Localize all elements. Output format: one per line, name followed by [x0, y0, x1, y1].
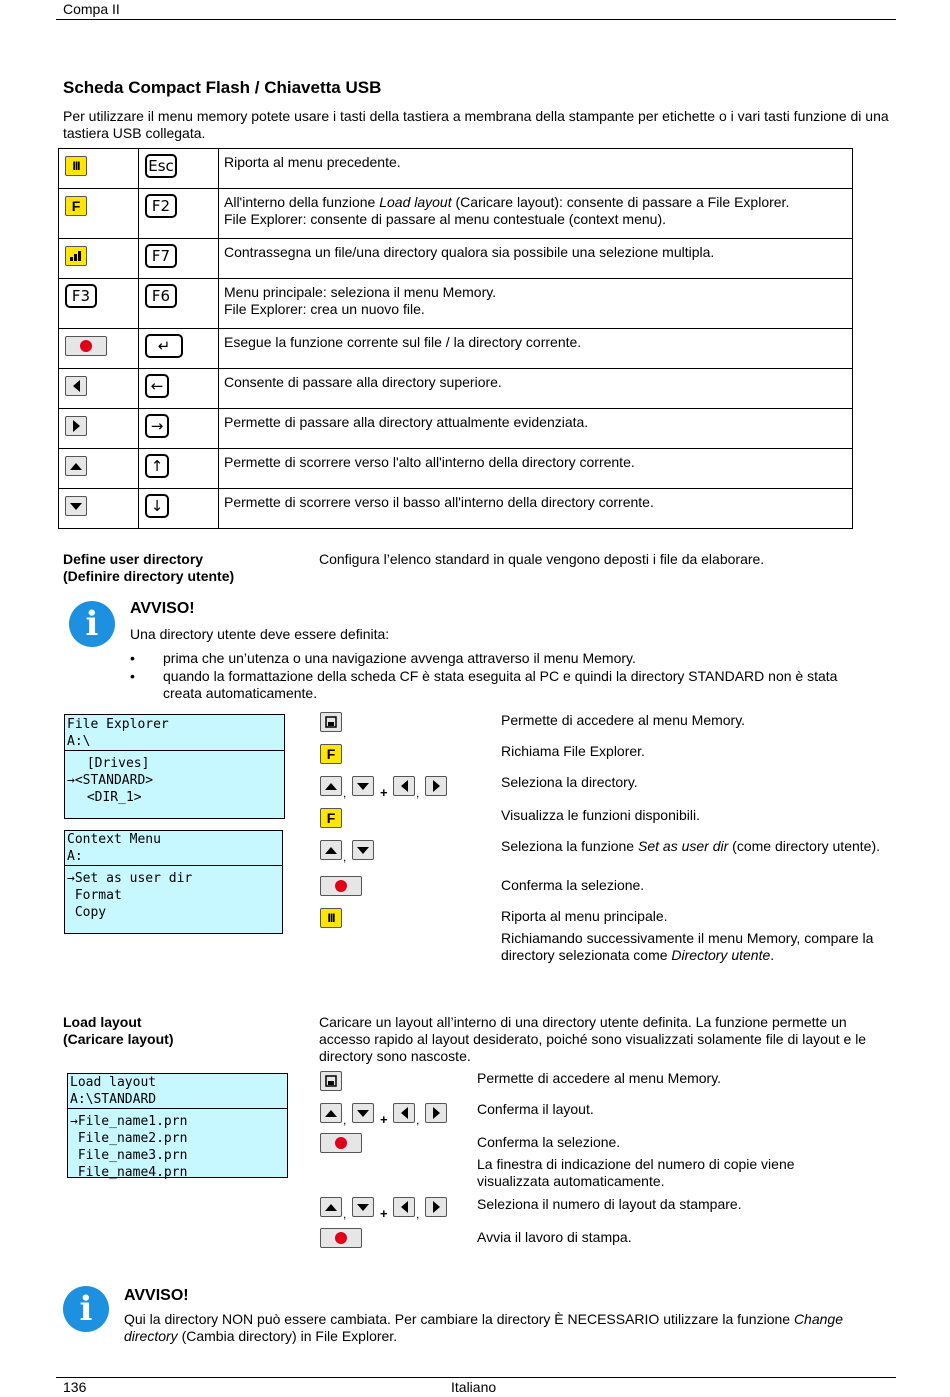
section-heading: Scheda Compact Flash / Chiavetta USB: [63, 78, 382, 97]
step1-8: Richiamando successivamente il menu Memory, compare la directory selezionata come Directory utente.: [501, 930, 874, 963]
up-arrow-key-icon: [65, 456, 87, 476]
lcd-row: Copy: [67, 905, 107, 920]
notice1-bullet-2: quando la formattazione della scheda CF è stata eseguita al PC e quindi la directory STANDARD non è stata creata automaticamente.: [163, 668, 838, 701]
step2-5: Seleziona il numero di layout da stampare.: [477, 1196, 742, 1212]
right-arrow-key-icon: [425, 1197, 447, 1217]
lcd-row: [Drives]: [79, 756, 150, 771]
f6-key-icon: F6: [145, 284, 177, 308]
notice2-text: Qui la directory NON può essere cambiata. Per cambiare la directory È NECESSARIO utilizzare la funzione Change directory (Cambia directory) in File Explorer.: [124, 1311, 843, 1344]
step1-2: Richiama File Explorer.: [501, 743, 645, 759]
left-arrow-kbd-icon: ←: [145, 374, 169, 398]
up-arrow-key-icon: [320, 776, 342, 796]
step1-5: Seleziona la funzione Set as user dir (come directory utente).: [501, 838, 880, 854]
load-layout-desc: Caricare un layout all’interno di una directory utente definita. La funzione permette un accesso rapido al layout desiderato, poiché sono visualizzati solamente file di layout e le directory sono nascoste.: [319, 1014, 867, 1064]
enter-key-icon: [320, 876, 362, 896]
memory-key-icon: [320, 712, 342, 732]
keys-table: [58, 148, 853, 529]
bullet-marker: •: [130, 668, 135, 684]
right-arrow-kbd-icon: →: [145, 414, 169, 438]
f2-key-icon: F2: [145, 194, 177, 218]
key-desc-6: Consente di passare alla directory superiore.: [219, 369, 853, 409]
key-desc-1: Riporta al menu precedente.: [219, 149, 853, 189]
left-arrow-key-icon: [393, 776, 415, 796]
footer-language: Italiano: [451, 1379, 497, 1395]
key-desc-7: Permette di passare alla directory attualmente evidenziata.: [219, 409, 853, 449]
key-desc-4: Menu principale: seleziona il menu Memory. File Explorer: crea un nuovo file.: [219, 279, 853, 329]
define-dir-desc: Configura l’elenco standard in quale vengono deposti i file da elaborare.: [319, 551, 765, 567]
key-desc-8: Permette di scorrere verso l'alto all'interno della directory corrente.: [219, 449, 853, 489]
lcd-row: →<STANDARD>: [67, 773, 154, 788]
key-desc-5: Esegue la funzione corrente sul file / la directory corrente.: [219, 329, 853, 369]
down-arrow-kbd-icon: ↓: [145, 494, 169, 518]
header-rule: [56, 19, 896, 20]
step1-4: Visualizza le funzioni disponibili.: [501, 807, 700, 823]
lcd-row: File_name4.prn: [70, 1165, 188, 1180]
running-header: Compa II: [63, 1, 120, 17]
info-icon: i: [63, 1286, 109, 1332]
lcd-context-menu: Context Menu A: →Set as user dir Format Copy: [64, 830, 283, 934]
lcd-row: File_name3.prn: [70, 1148, 188, 1163]
lcd-load-layout: Load layout A:\STANDARD →File_name1.prn File_name2.prn File_name3.prn File_name4.prn: [67, 1073, 288, 1178]
bullet-marker: •: [130, 650, 135, 666]
step1-1: Permette di accedere al menu Memory.: [501, 712, 746, 728]
memory-key-icon: [320, 1071, 342, 1091]
lcd-row: Format: [67, 888, 122, 903]
footer-rule: [56, 1377, 896, 1378]
enter-key-icon: [65, 336, 107, 356]
left-arrow-key-icon: [65, 376, 87, 396]
notice1-bullet-1: prima che un’utenza o una navigazione avvenga attraverso il menu Memory.: [163, 650, 636, 666]
step2-2: Conferma il layout.: [477, 1101, 594, 1117]
intro-text: Per utilizzare il menu memory potete usare i tasti della tastiera a membrana della stampante per etichette o i vari tasti funzione di una tastiera USB collegata.: [63, 108, 889, 141]
enter-key-icon: [320, 1133, 362, 1153]
info-icon: i: [69, 601, 115, 647]
step2-6: Avvia il lavoro di stampa.: [477, 1229, 632, 1245]
notice1-title: AVVISO!: [130, 600, 195, 617]
return-key-icon: ↵: [145, 334, 183, 358]
f3-key-icon: F3: [65, 284, 97, 308]
key-desc-2: All'interno della funzione Load layout (Caricare layout): consente di passare a File Explorer. File Explorer: consente di passare al menu contestuale (context menu).: [219, 189, 853, 239]
up-arrow-key-icon: [320, 1103, 342, 1123]
key-desc-3: Contrassegna un file/una directory qualora sia possibile una selezione multipla.: [219, 239, 853, 279]
down-arrow-key-icon: [352, 1103, 374, 1123]
notice1-text: Una directory utente deve essere definita:: [130, 626, 390, 642]
function-key-icon: F: [320, 744, 342, 764]
function-key-icon: F: [65, 196, 87, 216]
right-arrow-key-icon: [425, 776, 447, 796]
down-arrow-key-icon: [352, 1197, 374, 1217]
left-arrow-key-icon: [393, 1103, 415, 1123]
lcd-row: →File_name1.prn: [70, 1114, 188, 1129]
left-arrow-key-icon: [393, 1197, 415, 1217]
down-arrow-key-icon: [65, 496, 87, 516]
step1-6: Conferma la selezione.: [501, 877, 645, 893]
step2-4: La finestra di indicazione del numero di copie viene visualizzata automaticamente.: [477, 1156, 795, 1189]
lcd-row: File_name2.prn: [70, 1131, 188, 1146]
up-arrow-kbd-icon: ↑: [145, 454, 169, 478]
right-arrow-key-icon: [425, 1103, 447, 1123]
function-key-icon: F: [320, 808, 342, 828]
down-arrow-key-icon: [352, 776, 374, 796]
menu-key-icon: III: [320, 908, 342, 928]
define-dir-title: Define user directory (Definire directory utente): [63, 551, 235, 584]
key-desc-9: Permette di scorrere verso il basso all'interno della directory corrente.: [219, 489, 853, 529]
esc-key-icon: Esc: [145, 154, 177, 178]
up-arrow-key-icon: [320, 1197, 342, 1217]
step1-7: Riporta al menu principale.: [501, 908, 668, 924]
right-arrow-key-icon: [65, 416, 87, 436]
page-number: 136: [63, 1379, 87, 1395]
menu-key-icon: III: [65, 156, 87, 176]
lcd-row: <DIR_1>: [79, 790, 142, 805]
f7-key-icon: F7: [145, 244, 177, 268]
down-arrow-key-icon: [352, 840, 374, 860]
load-layout-title: Load layout (Caricare layout): [63, 1014, 174, 1047]
up-arrow-key-icon: [320, 840, 342, 860]
lcd-row: →Set as user dir: [67, 871, 193, 886]
step2-1: Permette di accedere al menu Memory.: [477, 1070, 722, 1086]
lcd-file-explorer: File Explorer A:\ [Drives] →<STANDARD> <DIR_1>: [64, 714, 285, 819]
notice2-title: AVVISO!: [124, 1287, 189, 1304]
feed-key-icon: [65, 246, 87, 266]
enter-key-icon: [320, 1228, 362, 1248]
step2-3: Conferma la selezione.: [477, 1134, 621, 1150]
step1-3: Seleziona la directory.: [501, 774, 638, 790]
